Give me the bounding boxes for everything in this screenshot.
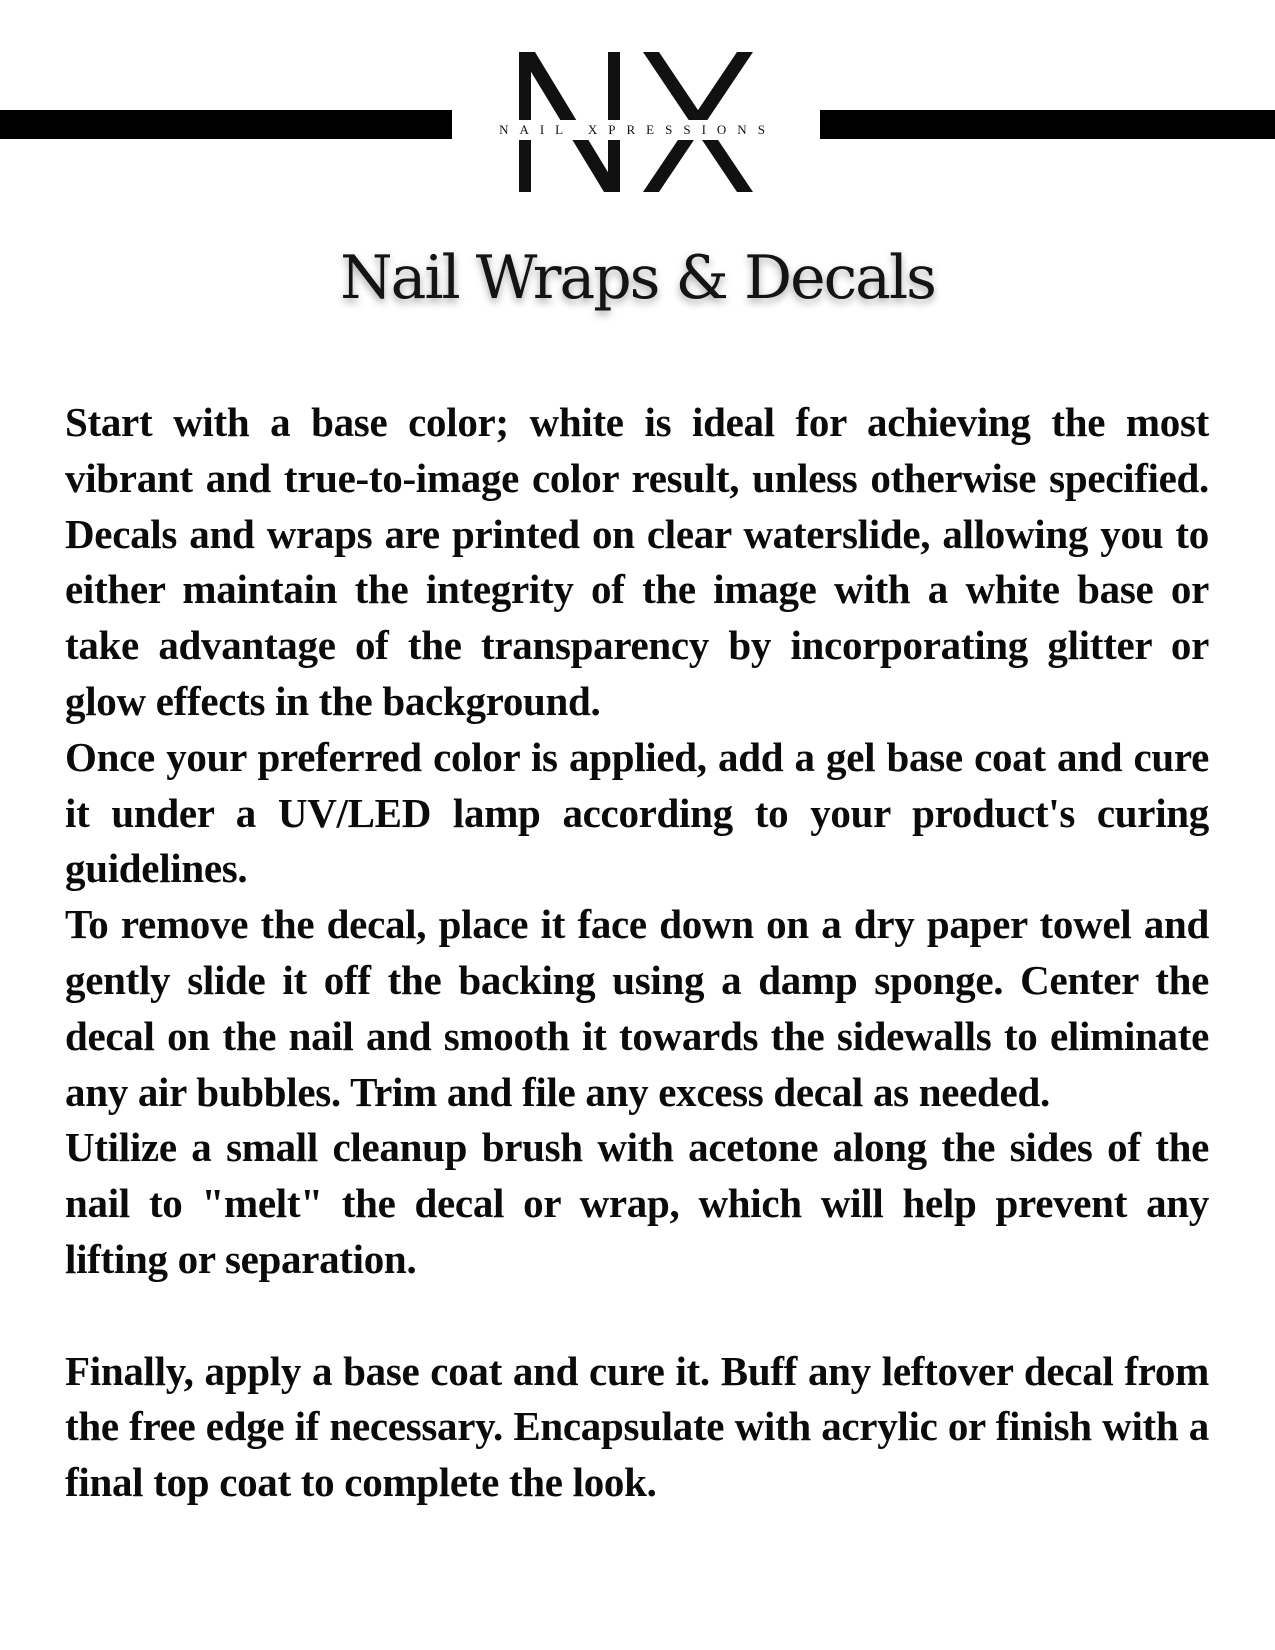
brand-logo (465, 40, 810, 210)
instruction-paragraph: To remove the decal, place it face down on a dry paper towel and gently slide it off the backing using a damp sponge. Center the decal on the nail and smooth it towards the sidewalls to eliminate any air bubbles. Trim and file any excess decal as needed. (65, 901, 1209, 1115)
page-title: Nail Wraps & Decals (340, 243, 935, 313)
header-rule-right (820, 110, 1275, 139)
header-rule-left (0, 110, 452, 139)
brand-tagline: NAIL XPRESSIONS (465, 120, 810, 140)
instruction-paragraph: Once your preferred color is applied, add a gel base coat and cure it under a UV/LED lamp according to your product's curing guidelines. (65, 733, 1209, 892)
instruction-paragraph: Finally, apply a base coat and cure it. Buff any leftover decal from the free edge if necessary. Encapsulate with acrylic or finish with a final top coat to complete the look. (65, 1347, 1209, 1506)
instructions-body (65, 395, 1209, 1511)
instruction-paragraph: Start with a base color; white is ideal for achieving the most vibrant and true-to-image color result, unless otherwise specified. Decals and wraps are printed on clear waterslide, allowing you to either maintain the integrity of the image with a white base or take advantage of the transparency by incorporating glitter or glow effects in the background. (65, 399, 1209, 724)
instruction-paragraph: Utilize a small cleanup brush with acetone along the sides of the nail to "melt" the decal or wrap, which will help prevent any lifting or separation. (65, 1124, 1209, 1282)
